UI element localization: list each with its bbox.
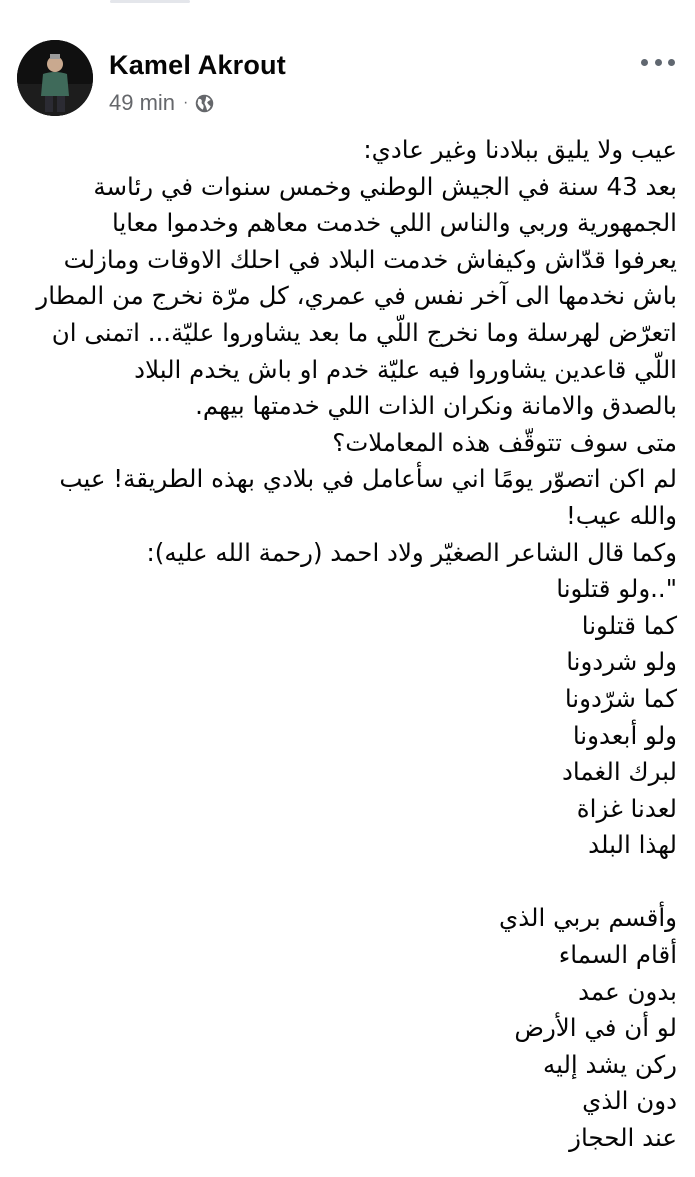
post-line: عند الحجاز <box>569 1123 677 1153</box>
post-line: لو أن في الأرض <box>514 1013 677 1043</box>
post-line: والله عيب! <box>565 500 677 530</box>
more-dots-icon <box>668 59 675 66</box>
post-line: باش نخدمها الى آخر نفس في عمري، كل مرّة نخرج من المطار <box>36 281 677 311</box>
post-line: بالصدق والامانة ونكران الذات اللي خدمتها بيهم. <box>195 391 677 421</box>
post-header <box>17 40 695 120</box>
avatar[interactable] <box>17 40 93 116</box>
post-line: دون الذي <box>582 1086 677 1116</box>
post-line: متى سوف تتوقّف هذه المعاملات؟ <box>332 427 677 457</box>
more-options-button[interactable] <box>641 52 675 72</box>
more-dots-icon <box>641 59 648 66</box>
post-line: كما شرّدونا <box>564 683 677 713</box>
more-dots-icon <box>655 59 662 66</box>
post-line: يعرفوا قدّاش وكيفاش خدمت البلاد في احلك الاوقات ومازلت <box>63 244 677 274</box>
post-line: كما قتلونا <box>581 610 677 640</box>
post-line: "..ولو قتلونا <box>556 574 677 604</box>
post-line <box>20 864 677 901</box>
post-line: ولو شردونا <box>566 647 677 677</box>
post-line: لم اكن اتصوّر يومًا اني سأعامل في بلادي بهذه الطريقة! عيب <box>59 464 677 494</box>
meta-separator: · <box>183 94 189 111</box>
post-line: اتعرّض لهرسلة وما نخرج اللّي ما بعد يشاوروا عليّة... اتمنى ان <box>51 317 677 347</box>
globe-icon[interactable] <box>194 93 215 114</box>
avatar-photo <box>17 40 93 116</box>
author-name[interactable]: Kamel Akrout <box>109 50 286 80</box>
post-line: ركن يشد إليه <box>542 1049 677 1079</box>
post-line: وكما قال الشاعر الصغيّر ولاد احمد (رحمة الله عليه): <box>146 537 677 567</box>
post-text <box>20 132 677 1157</box>
post-line: لعدنا غزاة <box>576 793 677 823</box>
post-line: أقام السماء <box>558 940 677 970</box>
post-line: عيب ولا يليق ببلادنا وغير عادي: <box>363 135 677 164</box>
post-line: وأقسم بربي الذي <box>499 903 677 933</box>
previous-content-edge <box>110 0 190 3</box>
post-line: الجمهورية وربي والناس اللي خدمت معاهم وخدموا معايا <box>111 208 677 238</box>
post-time[interactable]: 49 min <box>109 90 176 115</box>
post-line: اللّي قاعدين يشاوروا فيه عليّة خدم او باش يخدم البلاد <box>134 354 677 384</box>
post-line: ولو أبعدونا <box>572 720 677 750</box>
post-meta <box>109 90 215 116</box>
post-line: لهذا البلد <box>588 830 677 860</box>
post-line: لبرك الغماد <box>562 757 677 787</box>
post-line: بدون عمد <box>578 976 677 1006</box>
post-line: بعد 43 سنة في الجيش الوطني وخمس سنوات في رئاسة <box>93 171 677 201</box>
